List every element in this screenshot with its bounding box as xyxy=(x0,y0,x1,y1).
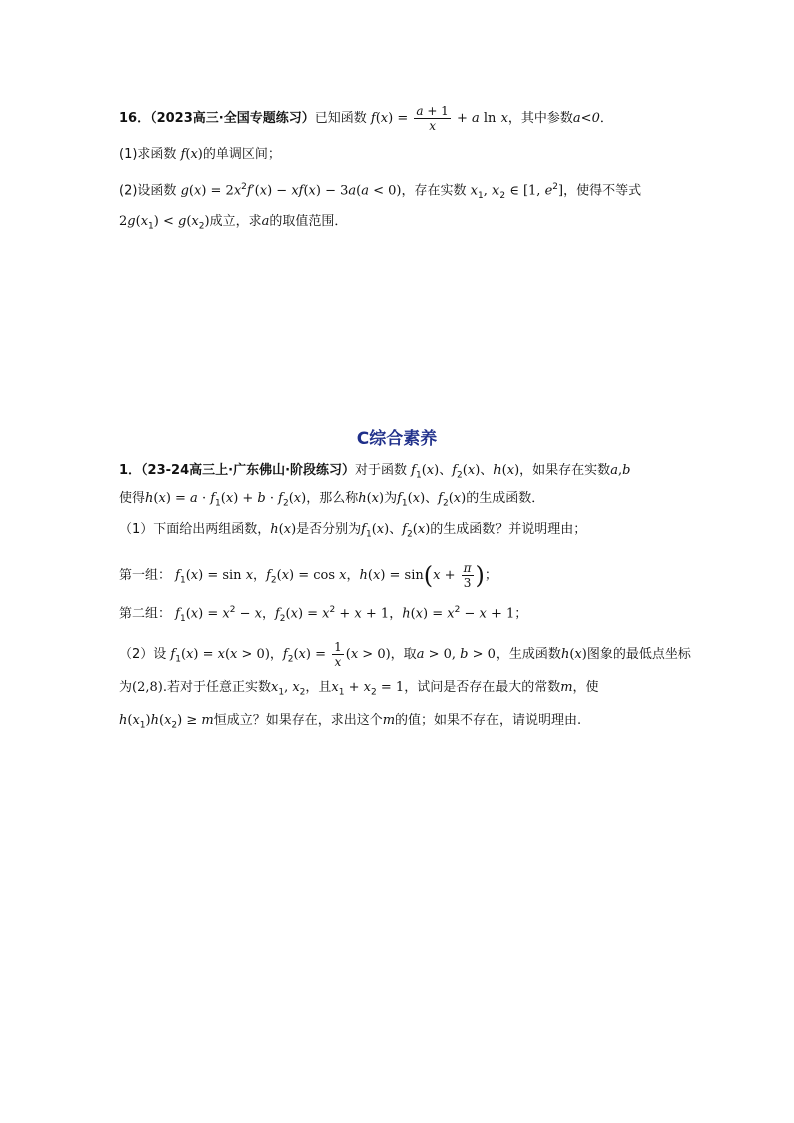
problem-1-part2-line3: $h(x_1)h(x_2) \ge m$恒成立？如果存在，求出这个m的值；如果不存在，请说明理由. xyxy=(119,713,582,731)
problem-1-part2-line2: 为(2,8).若对于任意正实数$x_1$, $x_2$，且$x_1 + x_2 = 1$，试问是否存在最大的常数m，使 xyxy=(119,680,599,698)
problem-16-part1: (1)求函数 f(x)的单调区间； xyxy=(119,147,281,162)
problem-16-stem: 16．（2023高三·全国专题练习）已知函数 f(x) = $\frac{a + 1}{x}$ + a ln x，其中参数a<0． xyxy=(119,104,613,133)
problem-1-part1: （1）下面给出两组函数，h(x)是否分别为$f_1(x)$、$f_2(x)$的生成函数？并说明理由； xyxy=(119,522,587,540)
problem-1-line2: 使得$h(x) = a \cdot f_1(x) + b \cdot f_2(x)$，那么称h(x)为$f_1(x)$、$f_2(x)$的生成函数． xyxy=(119,491,545,509)
problem-number: 1． xyxy=(119,463,142,478)
problem-source: （23-24高三上·广东佛山·阶段练习） xyxy=(141,463,356,478)
problem-1-group2: 第二组： $f_1(x) = x^2 - x$，$f_2(x) = x^2 + x + 1$，$h(x) = x^2 - x + 1$； xyxy=(119,605,528,624)
problem-number: 16． xyxy=(119,111,151,126)
section-title: C综合素养 xyxy=(356,429,438,449)
formula-f: f xyxy=(370,111,376,126)
problem-16-part2: (2)设函数 $g(x) = 2x^2f'(x) - xf(x) - 3a(a < 0)$，存在实数 $x_1$, $x_2$ ∈ [1, $e^2$]，使得不等式 xyxy=(119,182,642,201)
problem-16-part2-cont: $2g(x_1) < g(x_2)$成立，求a的取值范围． xyxy=(119,214,348,232)
problem-1-group1: 第一组： $f_1(x) = \sin x$，$f_2(x) = \cos x$，h(x) = sin(x + $\frac{\pi}{3}$ )； xyxy=(119,561,498,590)
problem-source: （2023高三·全国专题练习） xyxy=(150,111,315,126)
fraction: $\frac{a + 1}{x}$ xyxy=(416,104,449,133)
problem-1-part2: （2）设 $f_1(x) = x(x > 0)$，$f_2(x)$ = $\frac{1}{x}$ (x > 0)，取a > 0, b > 0，生成函数h(x)图象的最低点坐标 xyxy=(119,640,691,669)
problem-1-stem: 1．（23-24高三上·广东佛山·阶段练习）对于函数 $f_1(x)$、$f_2(x)$、h(x)，如果存在实数a,b xyxy=(119,463,631,481)
